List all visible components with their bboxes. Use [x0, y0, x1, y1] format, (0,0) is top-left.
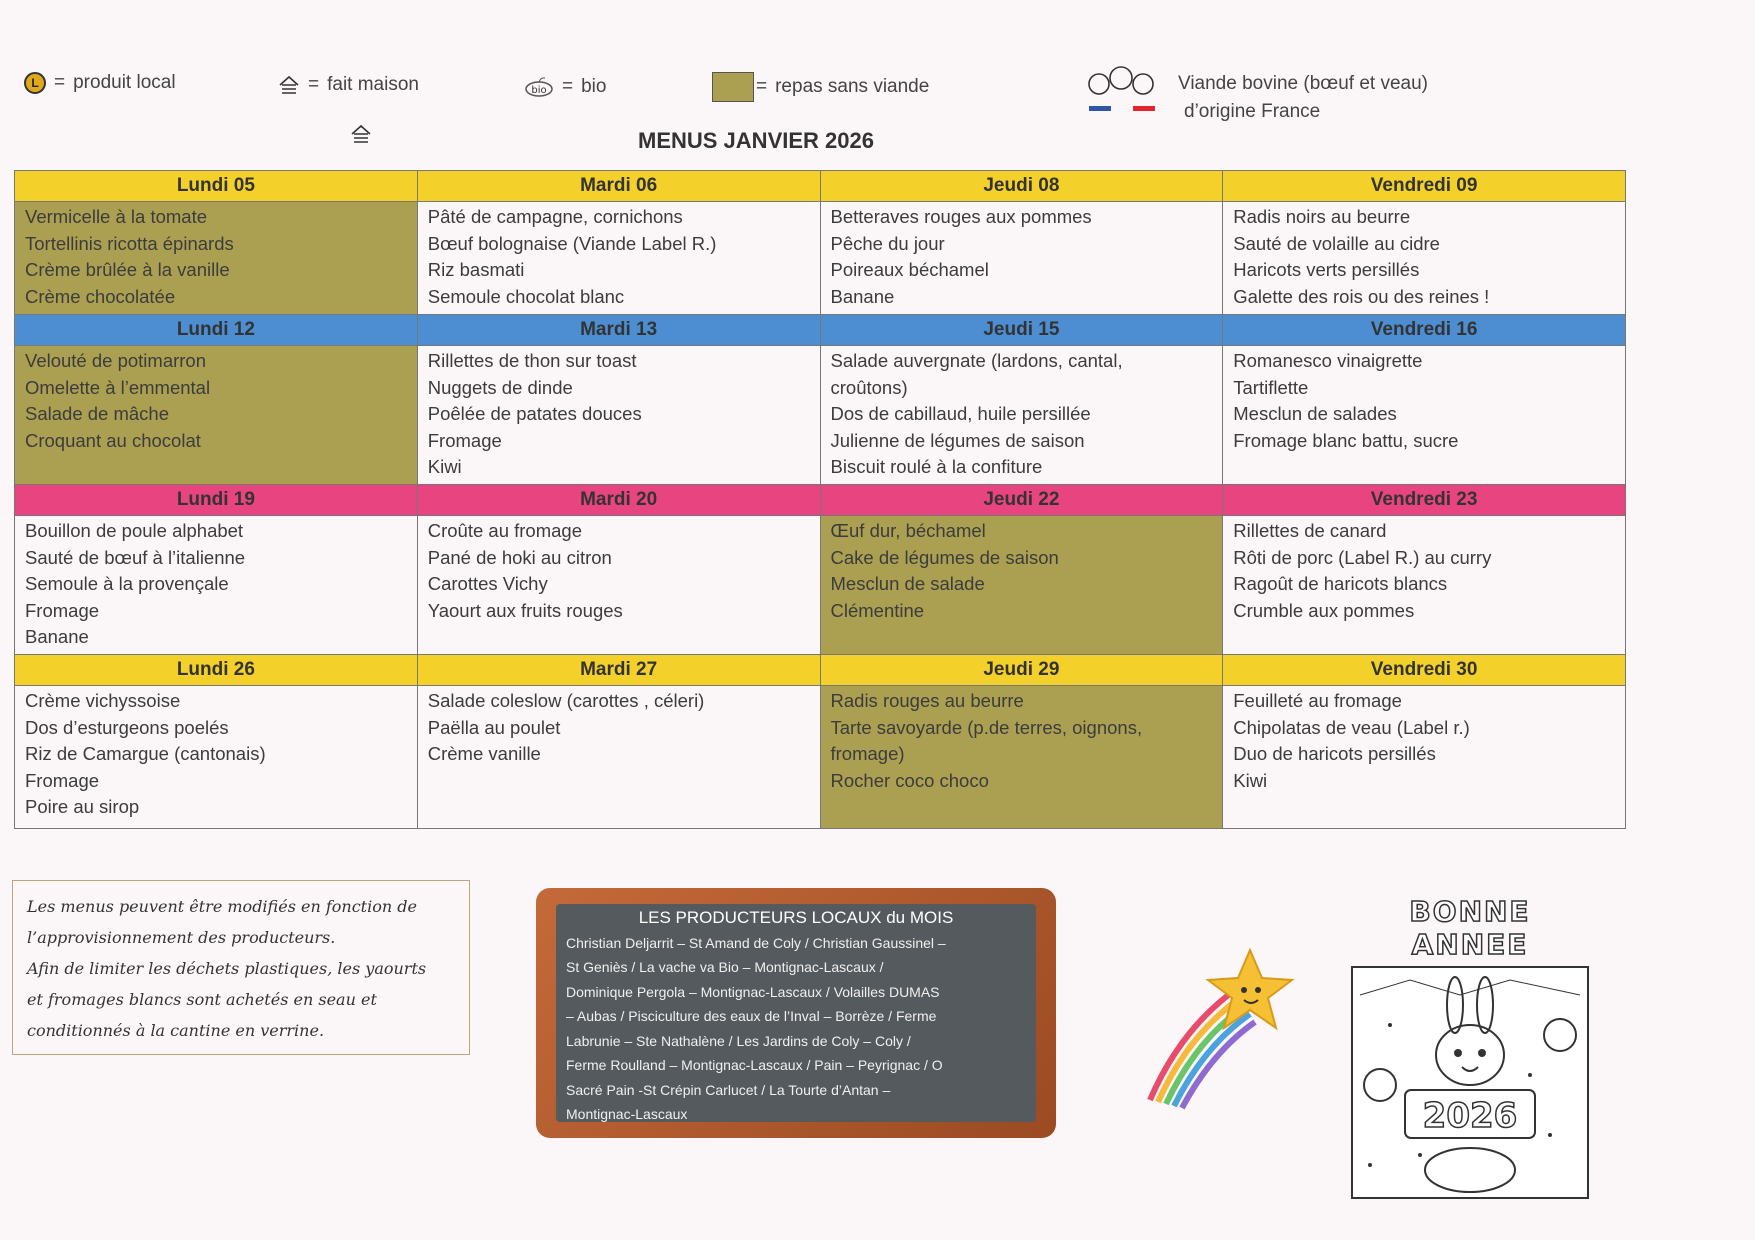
board-title: LES PRODUCTEURS LOCAUX du MOIS	[638, 908, 954, 927]
menu-item: Velouté de potimarron	[25, 350, 207, 371]
menu-item: Bœuf bolognaise (Viande Label R.)	[427, 232, 717, 254]
menu-item: Omelette à l’emmental	[25, 376, 211, 398]
menu-item: Bouillon de poule alphabet	[25, 520, 244, 541]
day-header: Jeudi 15	[821, 315, 1223, 345]
legend-beef-line2: d’origine France	[1184, 101, 1321, 122]
menu-item: Vermicelle à la tomate	[25, 206, 208, 227]
menu-item: Yaourt aux fruits rouges	[427, 599, 623, 621]
menu-item: Rôti de porc (Label R.) au curry	[1233, 546, 1492, 568]
legend-home: = fait maison	[278, 74, 419, 96]
legend-beef	[1178, 70, 1428, 126]
day-header: Vendredi 23	[1223, 485, 1625, 515]
menu-item: Tortellinis ricotta épinards	[25, 232, 234, 254]
menu-item: Crème vichyssoise	[25, 690, 181, 711]
day-header: Mardi 13	[418, 315, 820, 345]
day-header: Vendredi 09	[1223, 171, 1625, 201]
legend-bio: bio = bio	[524, 76, 606, 98]
menu-cell	[1223, 686, 1625, 828]
page-title: MENUS JANVIER 2026	[638, 128, 874, 153]
menu-cell	[1223, 202, 1625, 314]
menu-item: Fromage	[25, 599, 100, 621]
menu-cell	[418, 202, 820, 314]
menu-item: Fromage	[427, 429, 502, 451]
menu-item: Rillettes de canard	[1233, 520, 1387, 541]
menu-item: Œuf dur, béchamel	[830, 520, 986, 541]
menu-item: Kiwi	[1233, 769, 1268, 791]
board-line: Labrunie – Ste Nathalène / Les Jardins de Coly – Coly /	[566, 1032, 911, 1049]
menu-item: Crumble aux pommes	[1233, 599, 1415, 621]
board-line: Sacré Pain -St Crépin Carlucet / La Tourte d’Antan –	[566, 1081, 891, 1098]
day-header: Mardi 06	[418, 171, 820, 201]
shooting-star-icon	[1140, 940, 1300, 1110]
menu-cell	[418, 516, 820, 654]
menu-item: Fromage blanc battu, sucre	[1233, 429, 1459, 451]
menu-item: Nuggets de dinde	[427, 376, 573, 398]
bio-icon	[524, 76, 554, 98]
menu-cell	[821, 346, 1223, 484]
menu-item: Dos d’esturgeons poelés	[25, 716, 229, 738]
menu-item: Rocher coco choco	[830, 769, 989, 791]
menu-item: Salade auvergnate (lardons, cantal,	[830, 350, 1123, 371]
menu-cell	[418, 346, 820, 484]
info-note	[12, 880, 470, 1055]
board-line: St Geniès / La vache va Bio – Montignac-Lascaux /	[566, 959, 884, 975]
menu-table	[14, 170, 1626, 829]
menu-item: Ragoût de haricots blancs	[1233, 573, 1448, 594]
legend-local-label: produit local	[73, 72, 176, 93]
menu-item: Betteraves rouges aux pommes	[830, 206, 1092, 227]
menu-item: fromage)	[830, 743, 905, 764]
menu-item: Riz basmati	[427, 259, 525, 280]
menu-cell	[821, 686, 1223, 828]
new-year-card	[1350, 895, 1590, 1175]
beef-icon	[1085, 62, 1157, 119]
menu-item: Salade coleslow (carottes , céleri)	[427, 690, 705, 711]
menu-item: Croquant au chocolat	[25, 429, 201, 451]
day-header: Jeudi 29	[821, 655, 1223, 685]
note-line: Afin de limiter les déchets plastiques, les yaourts	[27, 959, 427, 978]
menu-cell	[15, 202, 417, 314]
menu-item: Carottes Vichy	[427, 573, 548, 594]
svg-text:bio: bio	[531, 85, 547, 96]
menu-item: Mesclun de salade	[830, 573, 985, 594]
menu-item: Sauté de volaille au cidre	[1233, 232, 1440, 254]
menu-item: Dos de cabillaud, huile persillée	[830, 403, 1091, 424]
menu-cell	[1223, 346, 1625, 484]
note-line: Les menus peuvent être modifiés en fonction de	[27, 897, 417, 916]
day-header: Jeudi 08	[821, 171, 1223, 201]
menu-item: Pêche du jour	[830, 232, 945, 254]
rabbit-illustration-icon	[1350, 965, 1590, 1200]
menu-item: Fromage	[25, 769, 100, 791]
note-line: l’approvisionnement des producteurs.	[27, 928, 336, 947]
menu-item: Radis noirs au beurre	[1233, 206, 1411, 227]
menu-item: Banane	[830, 285, 895, 307]
menu-cell	[15, 346, 417, 484]
menu-cell	[1223, 516, 1625, 654]
note-line: et fromages blancs sont achetés en seau et	[27, 990, 377, 1009]
legend-bio-label: bio	[581, 76, 607, 97]
menu-item: Pané de hoki au citron	[427, 546, 612, 568]
board-line: Dominique Pergola – Montignac-Lascaux / Volailles DUMAS	[566, 983, 940, 1000]
menu-item: Crème chocolatée	[25, 285, 176, 307]
menu-item: Pâté de campagne, cornichons	[427, 206, 683, 227]
day-header: Jeudi 22	[821, 485, 1223, 515]
menu-item: Galette des rois ou des reines !	[1233, 285, 1490, 307]
producers-board	[536, 888, 1056, 1138]
menu-item: Banane	[25, 626, 89, 647]
menu-item: Croûte au fromage	[427, 520, 583, 541]
menu-item: Sauté de bœuf à l’italienne	[25, 546, 246, 568]
menu-item: Paëlla au poulet	[427, 716, 561, 738]
legend-beef-line1: Viande bovine (bœuf et veau)	[1178, 73, 1428, 94]
day-header: Lundi 05	[15, 171, 417, 201]
board-line: – Aubas / Pisciculture des eaux de l’Inval – Borrèze / Ferme	[566, 1008, 937, 1024]
menu-item: Chipolatas de veau (Label r.)	[1233, 716, 1470, 738]
day-header: Lundi 19	[15, 485, 417, 515]
local-product-icon: L	[24, 72, 46, 94]
menu-cell	[821, 516, 1223, 654]
menu-item: Semoule chocolat blanc	[427, 285, 625, 307]
legend-veg-label: repas sans viande	[775, 76, 930, 97]
homemade-icon	[350, 124, 372, 144]
board-line: Christian Deljarrit – St Amand de Coly / Christian Gaussinel –	[566, 934, 946, 951]
day-header: Vendredi 30	[1223, 655, 1625, 685]
menu-item: Mesclun de salades	[1233, 403, 1397, 424]
menu-cell	[821, 202, 1223, 314]
menu-item: Cake de légumes de saison	[830, 546, 1059, 568]
menu-item: Crème brûlée à la vanille	[25, 259, 230, 280]
menu-cell	[418, 686, 820, 828]
homemade-icon	[278, 75, 300, 95]
card-year: 2026	[1422, 1096, 1518, 1136]
menu-item: Poireaux béchamel	[830, 259, 989, 280]
board-line: Ferme Roulland – Montignac-Lascaux / Pain – Peyrignac / O	[566, 1057, 943, 1073]
menu-item: Romanesco vinaigrette	[1233, 350, 1423, 371]
card-title: BONNE ANNEE	[1409, 895, 1531, 961]
menu-item: Tartiflette	[1233, 376, 1309, 398]
veg-swatch	[712, 72, 754, 102]
menu-item: Julienne de légumes de saison	[830, 429, 1085, 451]
menu-item: Biscuit roulé à la confiture	[830, 456, 1043, 477]
legend-local: L = produit local	[24, 72, 176, 94]
menu-item: Poire au sirop	[25, 796, 140, 817]
board-line: Montignac-Lascaux	[566, 1106, 688, 1122]
note-line: conditionnés à la cantine en verrine.	[27, 1021, 325, 1040]
menu-item: Riz de Camargue (cantonais)	[25, 743, 266, 764]
menu-item: Clémentine	[830, 599, 925, 621]
menu-cell	[15, 686, 417, 828]
menu-item: Salade de mâche	[25, 403, 169, 424]
menu-item: Feuilleté au fromage	[1233, 690, 1402, 711]
day-header: Lundi 12	[15, 315, 417, 345]
menu-item: Duo de haricots persillés	[1233, 743, 1436, 764]
menu-item: Kiwi	[427, 456, 462, 477]
menu-cell	[15, 516, 417, 654]
day-header: Lundi 26	[15, 655, 417, 685]
legend-veg: = repas sans viande	[712, 72, 929, 102]
menu-item: Haricots verts persillés	[1233, 259, 1420, 280]
day-header: Mardi 20	[418, 485, 820, 515]
menu-item: croûtons)	[830, 376, 908, 398]
menu-item: Crème vanille	[427, 743, 541, 764]
menu-item: Rillettes de thon sur toast	[427, 350, 637, 371]
legend-home-label: fait maison	[327, 74, 419, 95]
menu-item: Radis rouges au beurre	[830, 690, 1024, 711]
menu-item: Semoule à la provençale	[25, 573, 229, 594]
day-header: Vendredi 16	[1223, 315, 1625, 345]
menu-item: Tarte savoyarde (p.de terres, oignons,	[830, 716, 1143, 738]
menu-item: Poêlée de patates douces	[427, 403, 642, 424]
day-header: Mardi 27	[418, 655, 820, 685]
